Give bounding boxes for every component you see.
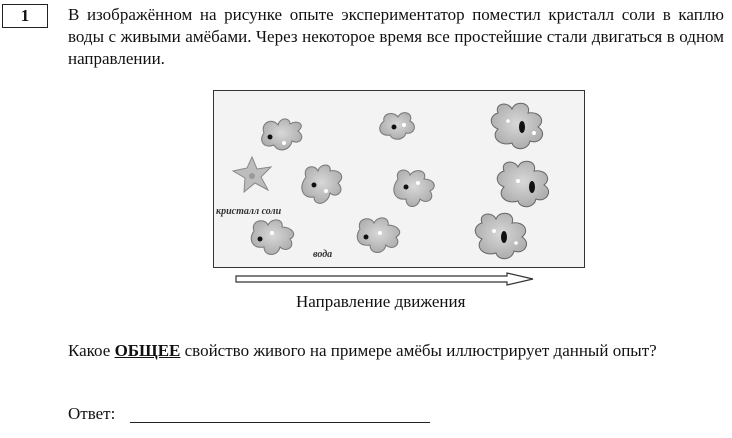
label-water: вода [313, 249, 333, 260]
amoeba-icon [491, 103, 542, 149]
amoeba-icon [394, 170, 434, 206]
prompt-emphasis: ОБЩЕЕ [114, 341, 181, 360]
amoeba-icon [251, 220, 293, 255]
question-prompt [68, 340, 724, 362]
question-intro: В изображённом на рисунке опыте экспериментатор поместил кристалл соли в каплю воды с живыми амёбами. Через некоторое время все простейшие стали двигаться в одном направлении. [68, 5, 724, 68]
amoeba-icon [357, 218, 399, 253]
salt-crystal-icon [233, 157, 271, 192]
direction-arrow-icon [235, 272, 535, 286]
question-number: 1 [2, 4, 48, 28]
amoeba-icon [262, 119, 302, 150]
answer-label: Ответ: [68, 404, 116, 423]
experiment-figure [213, 90, 585, 268]
amoeba-icon [380, 113, 415, 140]
label-salt-crystal: кристалл соли [216, 206, 282, 217]
amoeba-icon [302, 165, 342, 203]
amoeba-icon [497, 161, 548, 207]
amoeba-icon [475, 213, 526, 259]
prompt-text-end: свойство живого на примере амёбы иллюстрирует данный опыт? [180, 341, 657, 360]
answer-input-line[interactable] [130, 422, 430, 423]
figure-drawing [214, 91, 584, 267]
prompt-text-start: Какое [68, 341, 115, 360]
figure-caption: Направление движения [296, 292, 466, 311]
